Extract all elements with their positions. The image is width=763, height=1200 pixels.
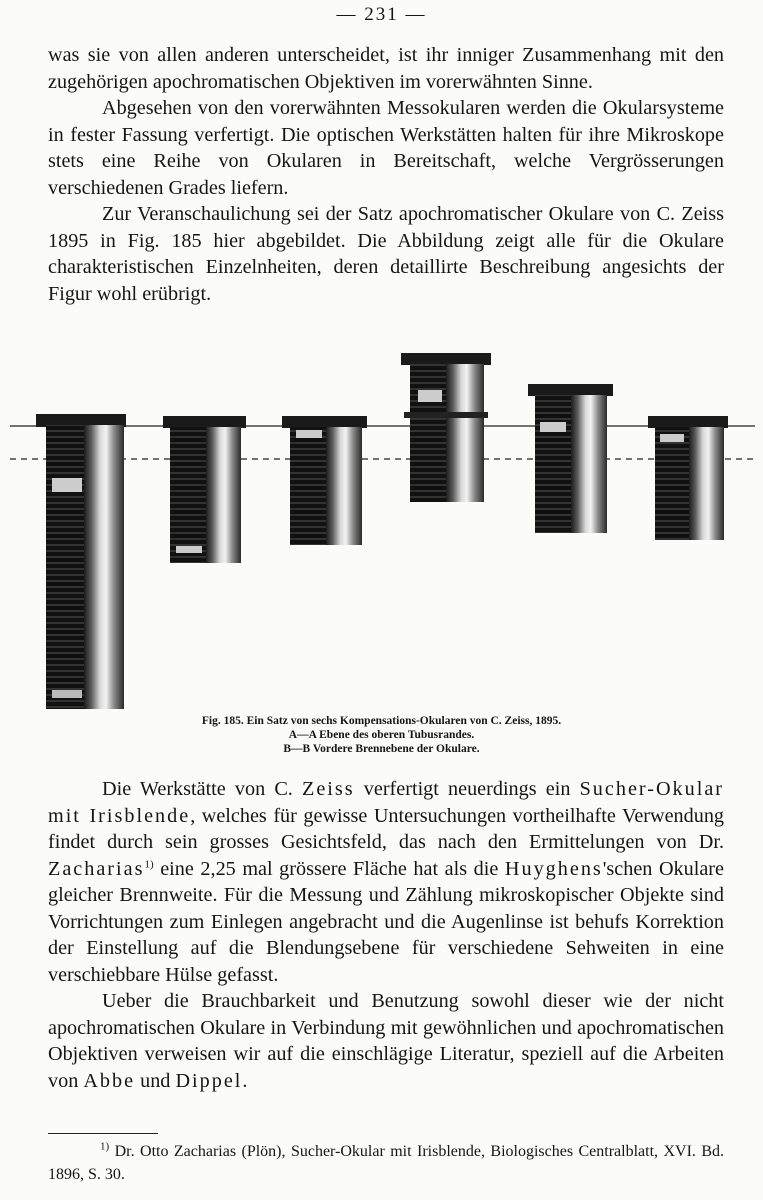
- p4-text-2: verfertigt neuerdings ein: [354, 778, 580, 800]
- eyepiece-5: [528, 384, 613, 533]
- eyepiece-1: [36, 414, 126, 709]
- name-sucher-okular: Sucher-Okular mit Irisblende: [48, 778, 724, 827]
- paragraph-1: was sie von allen anderen unterscheidet, ist ihr inniger Zusammenhang mit den zugehörigen apochromatischen Objektiven im vorerwähnten Sinne.: [48, 44, 724, 93]
- name-abbe: Abbe: [83, 1069, 136, 1092]
- name-dippel: Dippel: [175, 1069, 243, 1092]
- p5-text-3: .: [242, 1069, 248, 1092]
- footnote-text: Dr. Otto Zacharias (Plön), Sucher-Okular mit Irisblende, Biologisches Centralblatt, XVI. Bd. 1896, S. 30.: [48, 1143, 724, 1183]
- p4-text-4: eine 2,25 mal grössere Fläche hat als die: [153, 857, 505, 880]
- eyepiece-4: [401, 353, 491, 502]
- figure-caption: [0, 714, 763, 756]
- p5-text-2: und: [135, 1069, 176, 1092]
- footnote: [48, 1140, 724, 1186]
- eyepiece-3: [282, 416, 367, 545]
- caption-plane-b: B—B Vordere Brennebene der Okulare.: [283, 743, 480, 755]
- paragraph-2: Abgesehen von den vorerwähnten Messokularen werden die Okularsysteme in fester Fassung verfertigt. Die optischen Werkstätten halten für ihre Mikroskope stets eine Reihe von Okularen in Bereitschaft, welche Vergrösserungen verschiedenen Grades liefern.: [48, 97, 724, 199]
- footnote-divider: [48, 1133, 158, 1134]
- paragraph-5: [48, 988, 724, 1094]
- figure-eyepieces: [0, 350, 763, 712]
- caption-plane-a: A—A Ebene des oberen Tubusrandes.: [288, 729, 475, 741]
- p4-text-1: Die Werkstätte von C.: [102, 778, 302, 800]
- paragraph-3: Zur Veranschaulichung sei der Satz apochromatischer Okulare von C. Zeiss 1895 in Fig. 185 hier abgebildet. Die Abbildung zeigt alle für die Okulare charakteristischen Einzelnheiten, deren detaillirte Beschreibung angesichts der Figur wohl erübrigt.: [48, 203, 724, 305]
- eyepiece-6: [648, 416, 728, 540]
- caption-title: Fig. 185. Ein Satz von sechs Kompensations-Okularen von C. Zeiss, 1895.: [201, 715, 562, 727]
- p5-text-1: Ueber die Brauchbarkeit und Benutzung sowohl dieser wie der nicht apochromatischen Okulare in Verbindung mit gewöhnlichen und apochromatischen Objektiven verweisen wir auf die einschlägige Literatur, speziell auf die Arbeiten von: [48, 990, 724, 1092]
- name-zeiss: Zeiss: [302, 778, 355, 800]
- name-huyghens: Huyghens: [504, 857, 603, 880]
- upper-text: [48, 42, 724, 307]
- p4-text-5: 'schen Okulare gleicher Brennweite. Für die Messung und Zählung mikroskopischer Objekte sind Vorrichtungen zum Einlegen angebracht und die Augenlinse ist behufs Korrektion der Einstellung auf die Blendungsebene für verschiedene Sehweiten in eine verschiebbare Hülse gefasst.: [48, 857, 724, 986]
- page-number: — 231 —: [336, 4, 427, 25]
- eyepiece-2: [163, 416, 246, 563]
- lower-text: [48, 776, 724, 1094]
- p4-text-3: , welches für gewisse Untersuchungen vortheilhafte Verwendung findet durch sein grosses Gesichtsfeld, das nach den Ermittelungen von Dr.: [48, 804, 725, 853]
- name-zacharias: Zacharias: [48, 857, 145, 880]
- paragraph-4: [48, 776, 724, 988]
- footnote-marker: 1): [100, 1140, 110, 1153]
- footnote-ref: 1): [144, 857, 154, 870]
